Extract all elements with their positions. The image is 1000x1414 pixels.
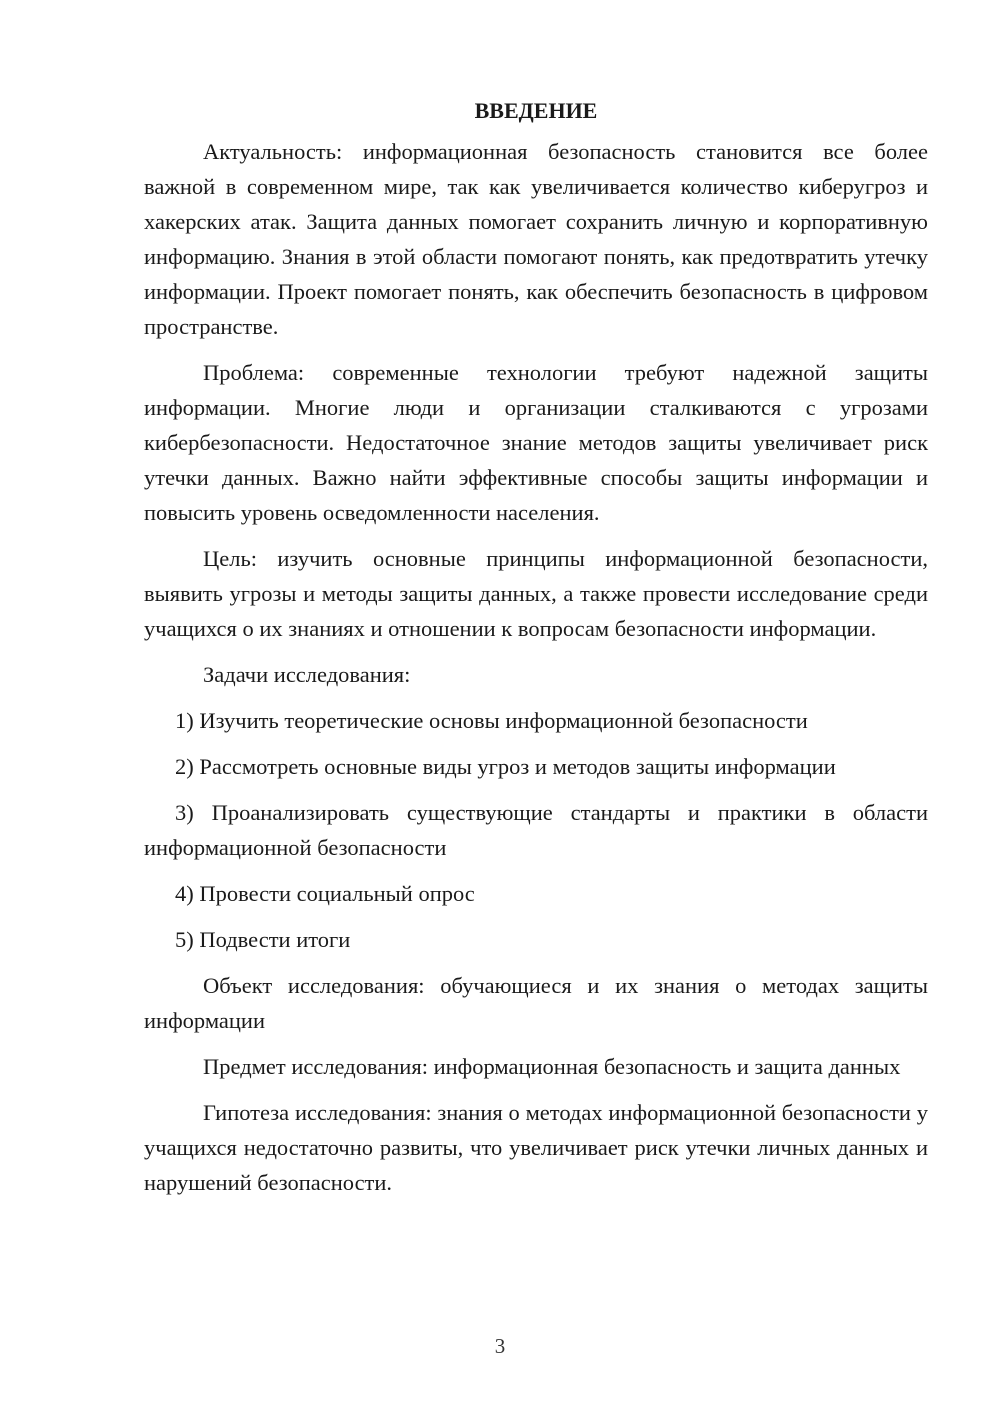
problem-paragraph: Проблема: современные технологии требуют надежной защиты информации. Многие люди и организации сталкиваются с угрозами кибербезопасности. Недостаточное знание методов защиты увеличивает риск утечки данных. Важно найти эффективные способы защиты информации и повысить уровень осведомленности населения. bbox=[144, 360, 928, 525]
object-paragraph: Объект исследования: обучающиеся и их знания о методах защиты информации bbox=[144, 973, 928, 1033]
goal-paragraph: Цель: изучить основные принципы информационной безопасности, выявить угрозы и методы защиты данных, а также провести исследование среди учащихся о их знаниях и отношении к вопросам безопасности информации. bbox=[144, 546, 928, 641]
task-item-3: 3) Проанализировать существующие стандарты и практики в области информационной безопасности bbox=[144, 800, 928, 860]
page-content bbox=[144, 94, 928, 1211]
task-item-1: 1) Изучить теоретические основы информационной безопасности bbox=[175, 708, 808, 733]
task-item-2: 2) Рассмотреть основные виды угроз и методов защиты информации bbox=[175, 754, 836, 779]
page-number: 3 bbox=[494, 1334, 506, 1358]
task-item-5: 5) Подвести итоги bbox=[175, 927, 351, 952]
hypothesis-paragraph: Гипотеза исследования: знания о методах информационной безопасности у учащихся недостаточно развиты, что увеличивает риск утечки личных данных и нарушений безопасности. bbox=[144, 1100, 928, 1195]
relevance-paragraph: Актуальность: информационная безопасность становится все более важной в современном мире, так как увеличивается количество киберугроз и хакерских атак. Защита данных помогает сохранить личную и корпоративную информацию. Знания в этой области помогают понять, как предотвратить утечку информации. Проект помогает понять, как обеспечить безопасность в цифровом пространстве. bbox=[144, 139, 928, 339]
tasks-heading: Задачи исследования: bbox=[203, 662, 411, 687]
subject-paragraph: Предмет исследования: информационная безопасность и защита данных bbox=[203, 1054, 901, 1079]
page-title: ВВЕДЕНИЕ bbox=[474, 98, 598, 123]
task-item-4: 4) Провести социальный опрос bbox=[175, 881, 475, 906]
